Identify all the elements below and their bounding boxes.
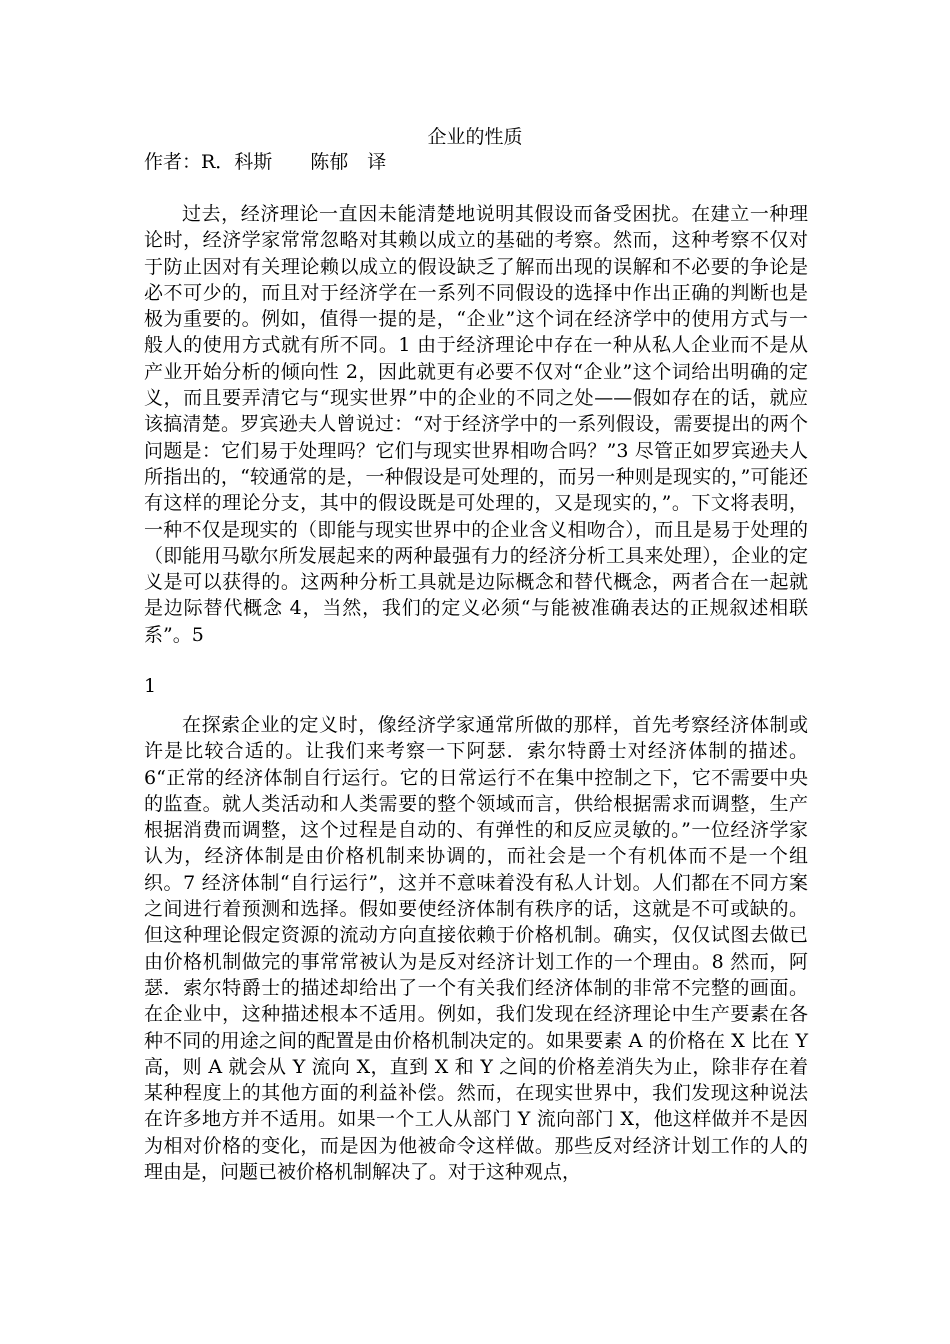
paragraph-2-block (144, 712, 808, 1185)
paragraph: 过去，经济理论一直因未能清楚地说明其假设而备受困扰。在建立一种理论时，经济学家常常忽略对其赖以成立的基础的考察。然而，这种考察不仅对于防止因对有关理论赖以成立的假设缺乏了解而出现的误解和不必要的争论是必不可少的，而且对于经济学在一系列不同假设的选择中作出正确的判断也是极为重要的。例如，值得一提的是，“企业”这个词在经济学中的使用方式与一般人的使用方式就有所不同。1 由于经济理论中存在一种从私人企业而不是从产业开始分析的倾向性 2，因此就更有必要不仅对“企业”这个词给出明确的定义，而且要弄清它与“现实世界”中的企业的不同之处——假如存在的话，就应该搞清楚。罗宾逊夫人曾说过：“对于经济学中的一系列假设，需要提出的两个问题是：它们易于处理吗？它们与现实世界相吻合吗？”3 尽管正如罗宾逊夫人所指出的，“较通常的是，一种假设是可处理的，而另一种则是现实的，”可能还有这样的理论分支，其中的假设既是可处理的，又是现实的，”。下文将表明，一种不仅是现实的（即能与现实世界中的企业含义相吻合），而且是易于处理的（即能用马歇尔所发展起来的两种最强有力的经济分析工具来处理），企业的定义是可以获得的。这两种分析工具就是边际概念和替代概念，两者合在一起就是边际替代概念 4，当然，我们的定义必须“与能被准确表达的正规叙述相联系”。5 (144, 203, 808, 646)
author-byline: 作者：R．科斯 陈郁 译 (144, 151, 387, 173)
page-number-marker: 1 (144, 675, 157, 697)
page-title: 企业的性质 (427, 126, 523, 148)
paragraph-1-block (144, 201, 808, 648)
paragraph: 在探索企业的定义时，像经济学家通常所做的那样，首先考察经济体制或许是比较合适的。让我们来考察一下阿瑟．索尔特爵士对经济体制的描述。6“正常的经济体制自行运行。它的日常运行不在集中控制之下，它不需要中央的监查。就人类活动和人类需要的整个领域而言，供给根据需求而调整，生产根据消费而调整，这个过程是自动的、有弹性的和反应灵敏的。”一位经济学家认为，经济体制是由价格机制来协调的，而社会是一个有机体而不是一个组织。7 经济体制“自行运行”，这并不意味着没有私人计划。人们都在不同方案之间进行着预测和选择。假如要使经济体制有秩序的话，这就是不可或缺的。但这种理论假定资源的流动方向直接依赖于价格机制。确实，仅仅试图去做已由价格机制做完的事常常被认为是反对经济计划工作的一个理由。8 然而，阿瑟．索尔特爵士的描述却给出了一个有关我们经济体制的非常不完整的画面。在企业中，这种描述根本不适用。例如，我们发现在经济理论中生产要素在各种不同的用途之间的配置是由价格机制决定的。如果要素 A 的价格在 X 比在 Y 高，则 A 就会从 Y 流向 X，直到 X 和 Y 之间的价格差消失为止，除非存在着某种程度上的其他方面的利益补偿。然而，在现实世界中，我们发现这种说法在许多地方并不适用。如果一个工人从部门 Y 流向部门 X，他这样做并不是因为相对价格的变化，而是因为他被命令这样做。那些反对经济计划工作的人的理由是，问题已被价格机制解决了。对于这种观点， (144, 714, 808, 1184)
